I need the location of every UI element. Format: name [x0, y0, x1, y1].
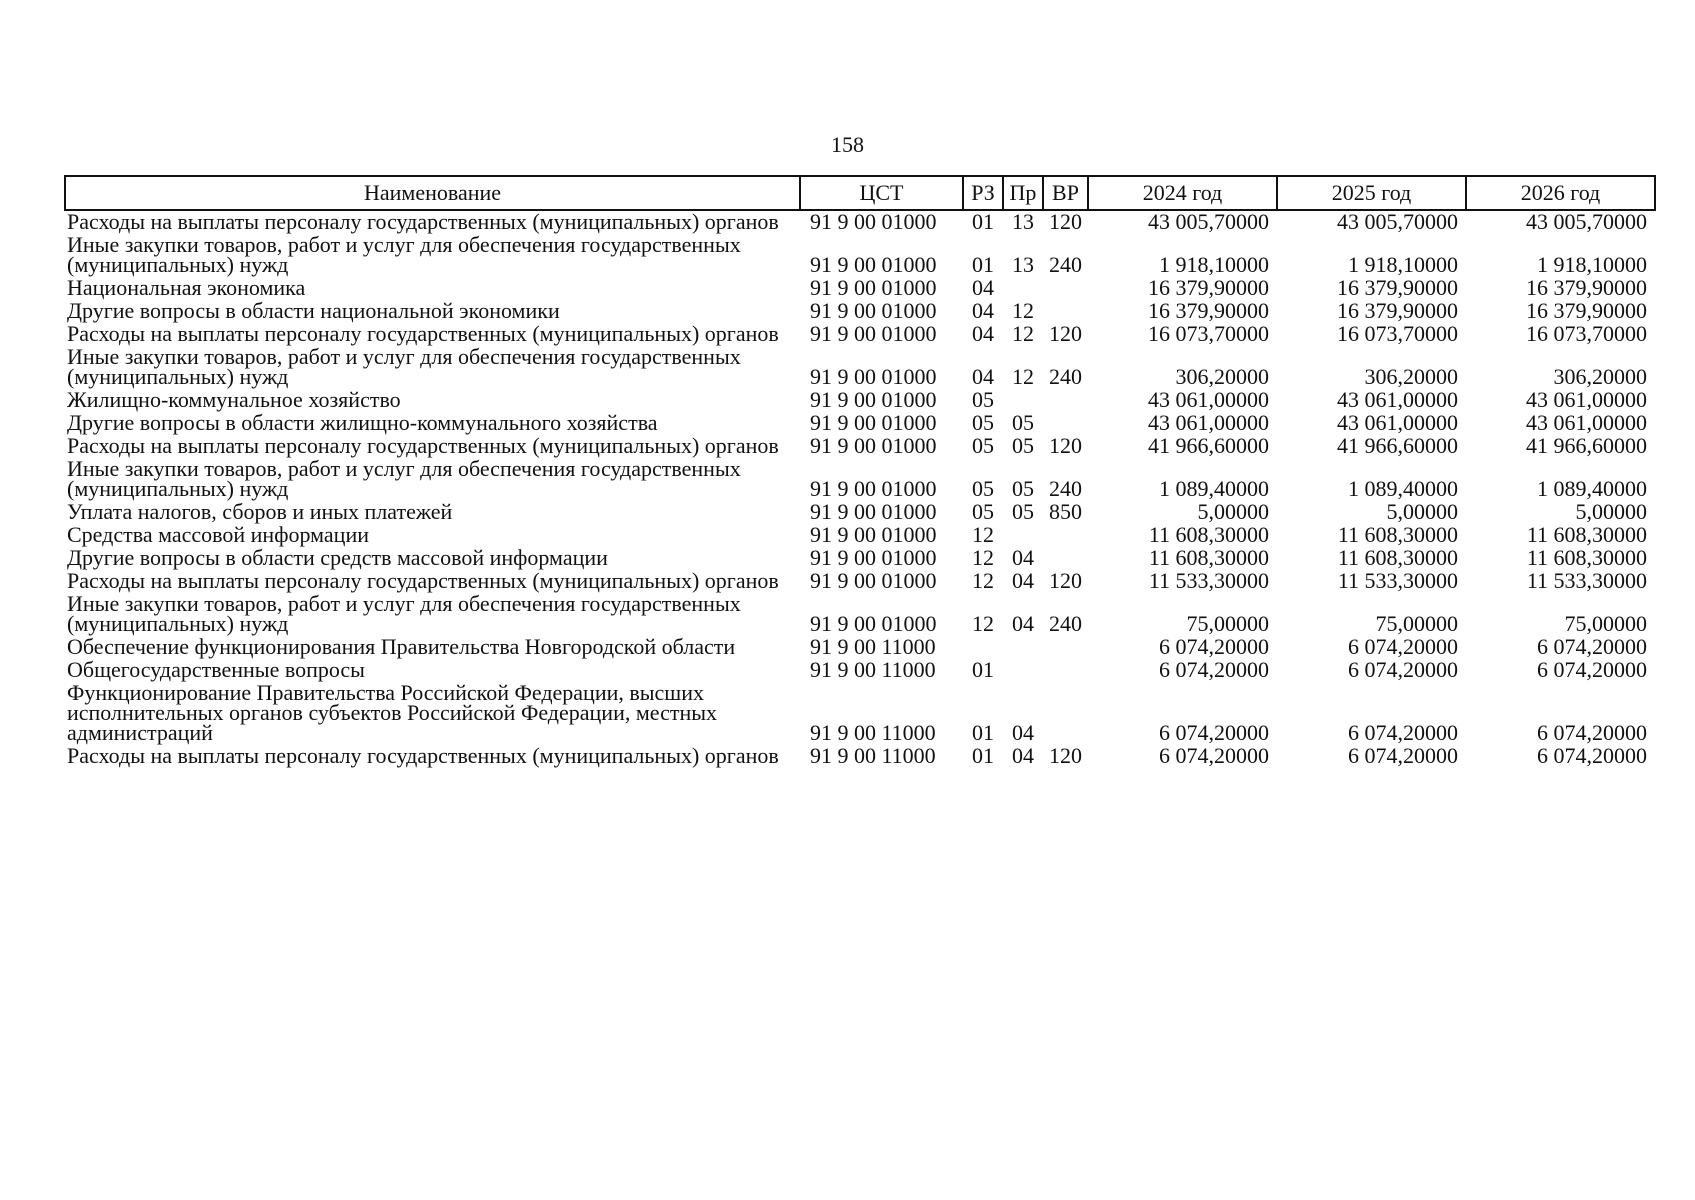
row-rz: 01: [972, 209, 994, 234]
row-value-2024: 1 089,40000: [1159, 476, 1269, 501]
row-rz: 12: [972, 568, 994, 593]
row-value-2026: 1 918,10000: [1537, 252, 1647, 277]
row-vr: [1043, 300, 1088, 323]
row-name: Расходы на выплаты персоналу государственных (муниципальных) органов: [67, 433, 779, 458]
row-value-2025: 5,00000: [1386, 499, 1458, 524]
row-rz: [963, 636, 1003, 659]
row-pr: [1003, 389, 1043, 412]
row-name: Расходы на выплаты персоналу государственных (муниципальных) органов: [67, 209, 779, 234]
row-vr: 240: [1049, 364, 1082, 389]
row-vr: [1043, 412, 1088, 435]
row-value-2024: 16 379,90000: [1148, 275, 1269, 300]
row-pr: [1003, 277, 1043, 300]
row-vr: 120: [1049, 743, 1082, 768]
row-value-2026: 16 379,90000: [1526, 275, 1647, 300]
row-name: Уплата налогов, сборов и иных платежей: [67, 499, 453, 524]
row-rz: 04: [972, 364, 994, 389]
row-name: Иные закупки товаров, работ и услуг для обеспечения государственных (муниципальных) нужд: [67, 591, 741, 636]
row-rz: 05: [972, 433, 994, 458]
row-value-2026: 6 074,20000: [1537, 720, 1647, 745]
budget-table-container: [64, 175, 1656, 768]
row-value-2024: 6 074,20000: [1159, 657, 1269, 682]
header-rz: РЗ: [963, 176, 1003, 210]
row-cst: 91 9 00 01000: [810, 209, 937, 234]
table-row: [65, 412, 1655, 435]
row-value-2025: 1 089,40000: [1348, 476, 1458, 501]
row-rz: 05: [972, 410, 994, 435]
row-name: Национальная экономика: [67, 275, 306, 300]
row-value-2024: 11 608,30000: [1148, 522, 1269, 547]
row-value-2026: 16 073,70000: [1526, 321, 1647, 346]
row-value-2025: 75,00000: [1375, 611, 1458, 636]
row-pr: 04: [1012, 611, 1034, 636]
row-name: Обеспечение функционирования Правительства Новгородской области: [67, 634, 736, 659]
row-value-2024: 75,00000: [1186, 611, 1269, 636]
header-name: Наименование: [65, 176, 800, 210]
row-pr: 04: [1012, 720, 1034, 745]
table-header-row: [65, 176, 1655, 210]
table-row: [65, 346, 1655, 389]
row-cst: 91 9 00 11000: [810, 743, 936, 768]
row-value-2026: 1 089,40000: [1537, 476, 1647, 501]
row-cst: 91 9 00 01000: [810, 410, 937, 435]
row-cst: 91 9 00 11000: [810, 634, 936, 659]
row-value-2025: 41 966,60000: [1337, 433, 1458, 458]
row-name: Общегосударственные вопросы: [67, 657, 365, 682]
row-pr: 05: [1012, 476, 1034, 501]
table-row: [65, 745, 1655, 768]
row-pr: 12: [1012, 298, 1034, 323]
row-pr: [1003, 524, 1043, 547]
row-value-2024: 11 533,30000: [1148, 568, 1269, 593]
row-vr: 120: [1049, 568, 1082, 593]
row-name: Другие вопросы в области национальной экономики: [67, 298, 560, 323]
row-value-2025: 43 005,70000: [1337, 209, 1458, 234]
row-value-2026: 6 074,20000: [1537, 657, 1647, 682]
row-cst: 91 9 00 01000: [810, 611, 937, 636]
row-vr: 240: [1049, 252, 1082, 277]
row-value-2026: 6 074,20000: [1537, 634, 1647, 659]
row-cst: 91 9 00 01000: [810, 298, 937, 323]
row-name: Иные закупки товаров, работ и услуг для обеспечения государственных (муниципальных) нужд: [67, 232, 741, 277]
row-value-2025: 11 533,30000: [1337, 568, 1458, 593]
row-value-2026: 16 379,90000: [1526, 298, 1647, 323]
row-rz: 05: [972, 499, 994, 524]
row-vr: 120: [1049, 433, 1082, 458]
row-value-2026: 43 061,00000: [1526, 410, 1647, 435]
header-vr: ВР: [1043, 176, 1088, 210]
row-value-2024: 5,00000: [1197, 499, 1269, 524]
table-row: [65, 323, 1655, 346]
table-row: [65, 547, 1655, 570]
row-value-2026: 5,00000: [1575, 499, 1647, 524]
row-value-2026: 41 966,60000: [1526, 433, 1647, 458]
row-pr: 04: [1012, 743, 1034, 768]
row-cst: 91 9 00 01000: [810, 433, 937, 458]
table-row: [65, 659, 1655, 682]
row-value-2025: 6 074,20000: [1348, 720, 1458, 745]
row-name: Расходы на выплаты персоналу государственных (муниципальных) органов: [67, 568, 779, 593]
row-value-2025: 306,20000: [1364, 364, 1458, 389]
row-rz: 12: [972, 611, 994, 636]
row-name: Иные закупки товаров, работ и услуг для обеспечения государственных (муниципальных) нужд: [67, 456, 741, 501]
row-vr: 240: [1049, 476, 1082, 501]
table-row: [65, 458, 1655, 501]
row-rz: 01: [972, 720, 994, 745]
row-rz: 01: [972, 743, 994, 768]
row-value-2025: 16 073,70000: [1337, 321, 1458, 346]
row-value-2026: 11 608,30000: [1526, 522, 1647, 547]
row-vr: 240: [1049, 611, 1082, 636]
row-value-2025: 6 074,20000: [1348, 743, 1458, 768]
row-value-2024: 43 005,70000: [1148, 209, 1269, 234]
row-pr: 05: [1012, 499, 1034, 524]
row-value-2024: 306,20000: [1175, 364, 1269, 389]
header-2026: 2026 год: [1466, 176, 1655, 210]
row-value-2025: 6 074,20000: [1348, 657, 1458, 682]
row-rz: 05: [972, 387, 994, 412]
row-rz: 04: [972, 275, 994, 300]
row-value-2025: 11 608,30000: [1337, 522, 1458, 547]
row-pr: 05: [1012, 433, 1034, 458]
header-cst: ЦСТ: [800, 176, 963, 210]
row-cst: 91 9 00 01000: [810, 476, 937, 501]
row-value-2024: 11 608,30000: [1148, 545, 1269, 570]
header-2025: 2025 год: [1277, 176, 1466, 210]
row-vr: [1043, 682, 1088, 745]
header-pr: Пр: [1003, 176, 1043, 210]
table-row: [65, 501, 1655, 524]
row-pr: [1003, 636, 1043, 659]
header-2024: 2024 год: [1088, 176, 1277, 210]
row-rz: 01: [972, 252, 994, 277]
row-pr: 04: [1012, 545, 1034, 570]
table-row: [65, 300, 1655, 323]
row-cst: 91 9 00 01000: [810, 522, 937, 547]
row-value-2024: 43 061,00000: [1148, 387, 1269, 412]
row-cst: 91 9 00 11000: [810, 657, 936, 682]
table-row: [65, 636, 1655, 659]
table-row: [65, 389, 1655, 412]
row-cst: 91 9 00 01000: [810, 364, 937, 389]
table-row: [65, 570, 1655, 593]
row-cst: 91 9 00 01000: [810, 252, 937, 277]
budget-table: [64, 175, 1656, 768]
row-pr: 13: [1012, 209, 1034, 234]
row-vr: 850: [1049, 499, 1082, 524]
row-name: Расходы на выплаты персоналу государственных (муниципальных) органов: [67, 321, 779, 346]
table-row: [65, 524, 1655, 547]
row-name: Другие вопросы в области жилищно-коммунального хозяйства: [67, 410, 658, 435]
table-row: [65, 234, 1655, 277]
row-value-2026: 6 074,20000: [1537, 743, 1647, 768]
row-value-2025: 43 061,00000: [1337, 387, 1458, 412]
row-value-2026: 306,20000: [1553, 364, 1647, 389]
row-value-2026: 43 061,00000: [1526, 387, 1647, 412]
row-value-2026: 11 533,30000: [1526, 568, 1647, 593]
row-value-2025: 6 074,20000: [1348, 634, 1458, 659]
row-name: Жилищно-коммунальное хозяйство: [67, 387, 401, 412]
row-value-2025: 11 608,30000: [1337, 545, 1458, 570]
row-cst: 91 9 00 01000: [810, 545, 937, 570]
row-value-2024: 16 379,90000: [1148, 298, 1269, 323]
table-row: [65, 210, 1655, 234]
row-value-2026: 43 005,70000: [1526, 209, 1647, 234]
table-row: [65, 682, 1655, 745]
row-pr: 13: [1012, 252, 1034, 277]
row-name: Другие вопросы в области средств массовой информации: [67, 545, 608, 570]
row-vr: 120: [1049, 321, 1082, 346]
row-vr: [1043, 636, 1088, 659]
row-value-2026: 75,00000: [1564, 611, 1647, 636]
row-rz: 12: [972, 545, 994, 570]
row-name: Средства массовой информации: [67, 522, 369, 547]
row-value-2025: 43 061,00000: [1337, 410, 1458, 435]
row-value-2024: 1 918,10000: [1159, 252, 1269, 277]
row-pr: 05: [1012, 410, 1034, 435]
page-number: 158: [831, 132, 864, 157]
row-value-2026: 11 608,30000: [1526, 545, 1647, 570]
row-cst: 91 9 00 01000: [810, 568, 937, 593]
row-cst: 91 9 00 01000: [810, 321, 937, 346]
table-row: [65, 593, 1655, 636]
row-rz: 05: [972, 476, 994, 501]
row-cst: 91 9 00 01000: [810, 275, 937, 300]
row-value-2024: 6 074,20000: [1159, 634, 1269, 659]
row-cst: 91 9 00 11000: [810, 720, 936, 745]
row-pr: 04: [1012, 568, 1034, 593]
row-pr: 12: [1012, 364, 1034, 389]
table-row: [65, 277, 1655, 300]
row-rz: 01: [972, 657, 994, 682]
row-vr: [1043, 524, 1088, 547]
row-vr: 120: [1049, 209, 1082, 234]
row-value-2024: 16 073,70000: [1148, 321, 1269, 346]
table-row: [65, 435, 1655, 458]
row-pr: [1003, 659, 1043, 682]
row-vr: [1043, 389, 1088, 412]
row-value-2024: 6 074,20000: [1159, 720, 1269, 745]
row-value-2025: 1 918,10000: [1348, 252, 1458, 277]
row-cst: 91 9 00 01000: [810, 499, 937, 524]
row-value-2025: 16 379,90000: [1337, 275, 1458, 300]
row-name: Расходы на выплаты персоналу государственных (муниципальных) органов: [67, 743, 779, 768]
row-value-2025: 16 379,90000: [1337, 298, 1458, 323]
row-rz: 04: [972, 321, 994, 346]
row-cst: 91 9 00 01000: [810, 387, 937, 412]
row-value-2024: 41 966,60000: [1148, 433, 1269, 458]
row-rz: 04: [972, 298, 994, 323]
row-value-2024: 6 074,20000: [1159, 743, 1269, 768]
row-value-2024: 43 061,00000: [1148, 410, 1269, 435]
row-name: Иные закупки товаров, работ и услуг для обеспечения государственных (муниципальных) нужд: [67, 344, 741, 389]
row-rz: 12: [972, 522, 994, 547]
row-vr: [1043, 547, 1088, 570]
row-name: Функционирование Правительства Российской Федерации, высших исполнительных органов субъектов Российской Федерации, местных администраций: [67, 680, 718, 745]
row-vr: [1043, 277, 1088, 300]
row-vr: [1043, 659, 1088, 682]
row-pr: 12: [1012, 321, 1034, 346]
